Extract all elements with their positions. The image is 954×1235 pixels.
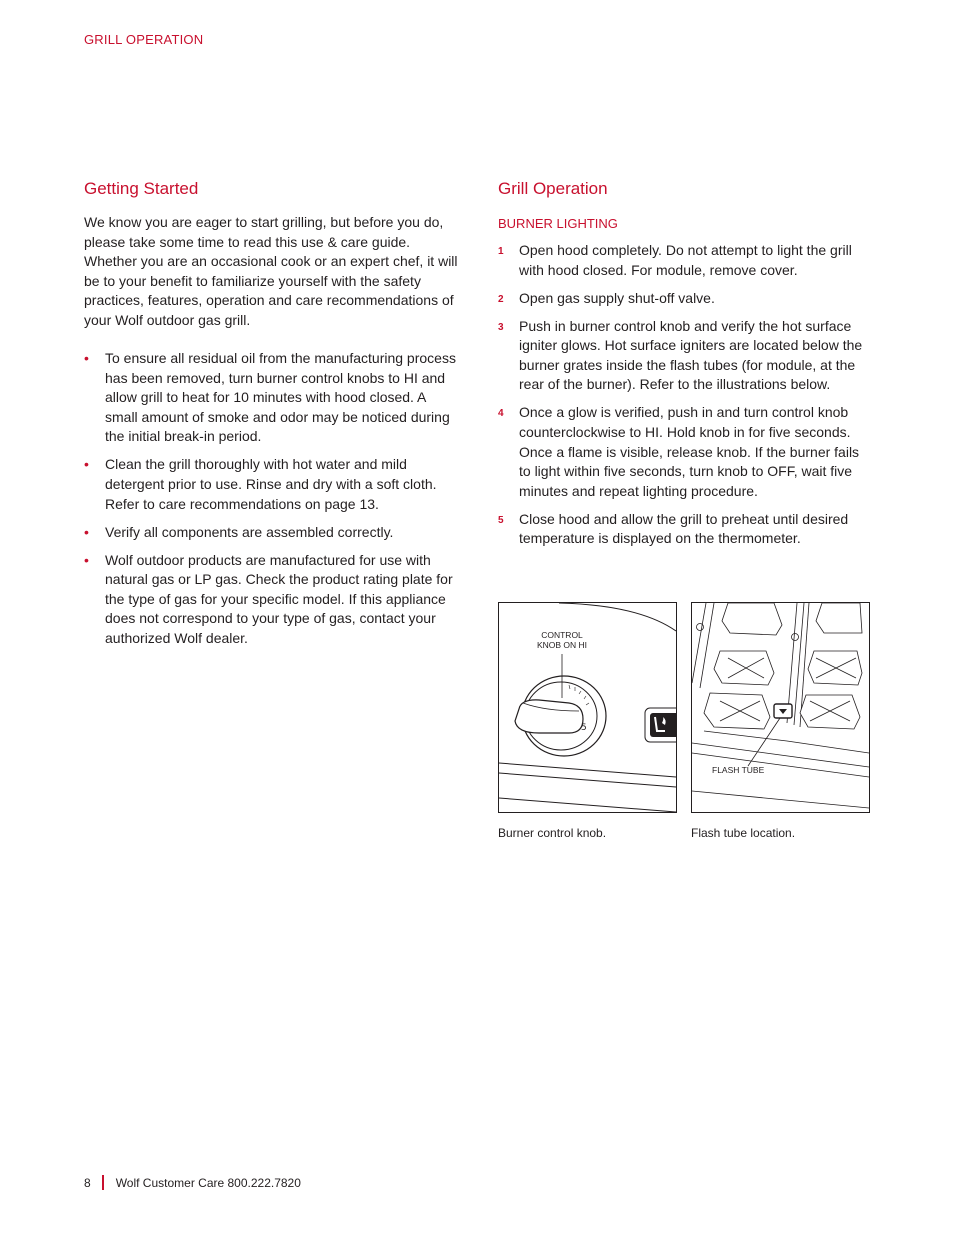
figure-caption-knob: Burner control knob.	[498, 826, 607, 840]
control-knob-label-line1: CONTROL	[541, 630, 583, 640]
bullet-text: Verify all components are assembled correctly.	[105, 523, 394, 540]
bullet-text: Wolf outdoor products are manufactured for use with natural gas or LP gas. Check the product rating plate for the type of gas for your specific model. If this appliance does not correspond to your type of gas, contact your authorized Wolf dealer.	[105, 551, 453, 646]
step-text: Once a glow is verified, push in and turn control knob counterclockwise to HI. Hold knob in for five seconds. Once a flame is visible, release knob. If the burner fails to light within five seconds, turn knob to OFF, wait five minutes and repeat lighting procedure.	[519, 404, 860, 499]
bullet-dot-icon: •	[84, 456, 89, 473]
step-number: 2	[498, 293, 504, 305]
step-number: 5	[498, 514, 504, 526]
flash-tube-label: FLASH TUBE	[712, 765, 765, 775]
bullet-item	[84, 455, 462, 514]
step-item	[498, 241, 870, 280]
intro-paragraph-block	[84, 213, 462, 331]
step-item	[498, 289, 870, 309]
step-text: Open hood completely. Do not attempt to light the grill with hood closed. For module, remove cover.	[519, 242, 852, 278]
grill-operation-heading: Grill Operation	[498, 179, 608, 198]
page-number: 8	[84, 1175, 91, 1190]
control-knob-label-line2: KNOB ON HI	[536, 640, 588, 650]
step-text: Close hood and allow the grill to preheat until desired temperature is displayed on the thermometer.	[519, 510, 849, 547]
control-knob-label	[532, 630, 592, 650]
page-footer	[84, 1175, 301, 1190]
step-text: Open gas supply shut-off valve.	[519, 289, 715, 306]
step-number: 4	[498, 408, 504, 420]
bullet-dot-icon: •	[84, 523, 89, 540]
footer-text: Wolf Customer Care 800.222.7820	[115, 1175, 301, 1190]
bullet-item	[84, 551, 462, 649]
burner-lighting-subheading: BURNER LIGHTING	[498, 216, 618, 231]
intro-paragraph: We know you are eager to start grilling, but before you do, please take some time to read this use & care guide. Whether you are an occasional cook or an expert chef, it will be to your benefit to familiarize yourself with the safety practices, features, operation and care recommendations of your Wolf outdoor gas grill.	[84, 214, 458, 328]
svg-text:5: 5	[581, 723, 587, 733]
burner-control-knob-illustration	[498, 602, 677, 813]
getting-started-bullets	[84, 349, 462, 657]
flash-tube-illustration	[691, 602, 870, 813]
bullet-text: Clean the grill thoroughly with hot water and mild detergent prior to use. Rinse and dry with a soft cloth. Refer to care recommendations on page 13.	[105, 456, 437, 512]
step-item	[498, 403, 870, 501]
bullet-dot-icon: •	[84, 551, 89, 568]
burner-lighting-steps	[498, 241, 870, 557]
figure-caption-flash-tube: Flash tube location.	[691, 826, 796, 840]
step-text: Push in burner control knob and verify the hot surface igniter glows. Hot surface igniters are located below the burner grates inside the flash tubes (for module, at the rear of the burner). Refer to the illustrations below.	[519, 317, 863, 393]
footer-divider	[102, 1175, 104, 1190]
step-item	[498, 510, 870, 549]
step-number: 1	[498, 246, 504, 257]
section-tag: GRILL OPERATION	[84, 32, 204, 47]
getting-started-heading: Getting Started	[84, 179, 199, 198]
bullet-item	[84, 349, 462, 447]
bullet-text: To ensure all residual oil from the manufacturing process has been removed, turn burner control knobs to HI and allow grill to heat for 10 minutes with hood closed. A small amount of smoke and odor may be noticed during the initial break-in period.	[105, 350, 456, 445]
flash-tube-icon	[692, 603, 869, 812]
step-number: 3	[498, 321, 504, 333]
bullet-dot-icon: •	[84, 350, 89, 366]
step-item	[498, 317, 870, 395]
bullet-item	[84, 523, 462, 543]
